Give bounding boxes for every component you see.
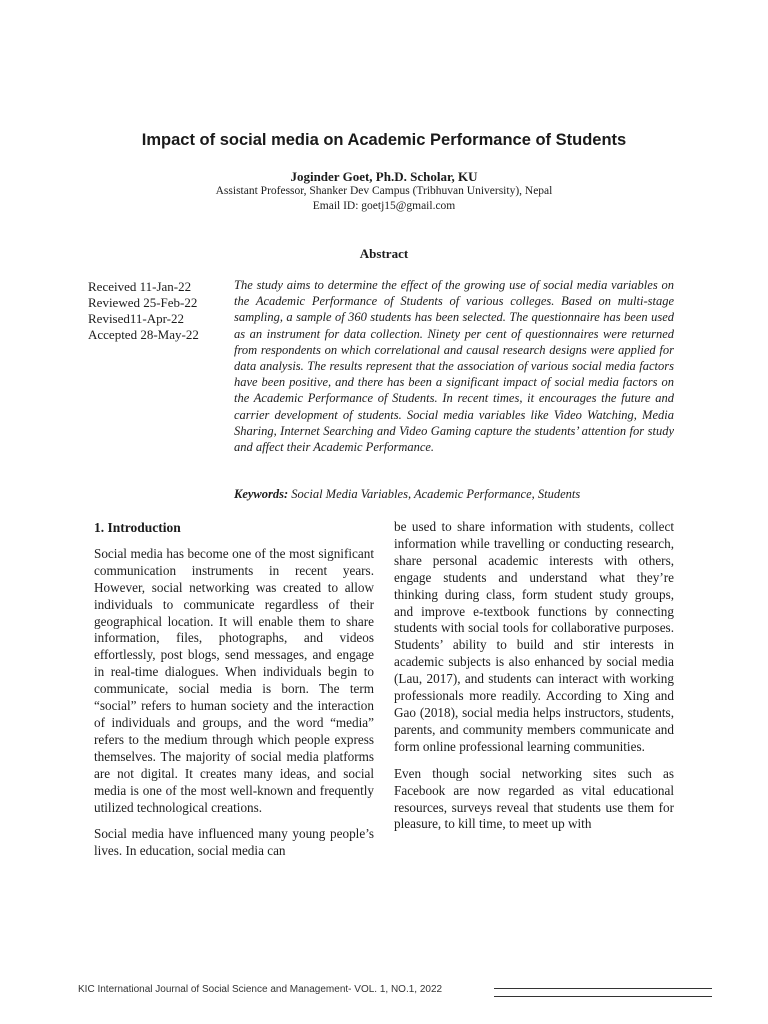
keywords-label: Keywords: (234, 487, 289, 501)
submission-dates (88, 279, 228, 343)
date-received: Received 11-Jan-22 (88, 279, 192, 294)
section-heading: 1. Introduction (94, 520, 181, 535)
date-reviewed: Reviewed 25-Feb-22 (88, 295, 198, 310)
author-affiliation: Assistant Professor, Shanker Dev Campus (Tribhuvan University), Nepal (215, 185, 553, 197)
body-column-left (94, 520, 374, 870)
author-email: Email ID: goetj15@gmail.com (312, 200, 456, 212)
date-revised: Revised11-Apr-22 (88, 311, 185, 326)
keywords-line (234, 487, 674, 502)
author-name: Joginder Goet, Ph.D. Scholar, KU (290, 169, 478, 184)
abstract-text: The study aims to determine the effect of the growing use of social media variables on the Academic Performance of Students of various colleges. Based on multi-stage sampling, a sample of 360 students has been selected. The questionnaire has been used as an instrument for data collection. Ninety per cent of questionnaires were returned from respondents on which correlational and causal research designs were applied for data analysis. The results represent that the association of various social media factors have been positive, and there has been a significant impact of social media factors on the Academic Performance of Students. In recent times, it encourages the future and carrier development of students. Social media variables like Video Watching, Media Sharing, Internet Searching and Video Gaming capture the students’ attention for study and affect their Academic Performance. (234, 278, 674, 455)
paragraph: Social media has become one of the most significant communication instruments in recent years. However, social networking was created to allow individuals to communicate regardless of their geographical location. It will enable them to share information, files, photographs, and videos effortlessly, post blogs, send messages, and engage in real-time dialogues. When individuals begin to communicate, social media is born. The term “social” refers to human society and the interaction of individuals and groups, and the word “media” refers to the medium through which people express themselves. The majority of social media platforms are not digital. It creates many ideas, and social media is one of the most well-known and frequently utilized technological creations. (94, 545, 374, 815)
date-accepted: Accepted 28-May-22 (88, 327, 199, 342)
abstract-heading: Abstract (359, 246, 409, 261)
paragraph: Social media have influenced many young people’s lives. In education, social media can (94, 826, 374, 859)
footer-double-rule (494, 988, 712, 997)
body-column-right (394, 519, 674, 843)
journal-footer: KIC International Journal of Social Science and Management- VOL. 1, NO.1, 2022 (78, 984, 443, 995)
paper-title: Impact of social media on Academic Performance of Students (141, 131, 627, 149)
paragraph: Even though social networking sites such as Facebook are now regarded as vital educational resources, surveys reveal that students use them for pleasure, to kill time, to meet up with (394, 765, 674, 832)
paragraph: be used to share information with students, collect information while travelling or conducting research, share personal academic interests with others, engage students and understand what they’re thinking during class, form student study groups, and improve e-textbook functions by connecting students with social tools for collaborative purposes. Students’ ability to build and stir interests in academic subjects is also enhanced by social media (Lau, 2017), and students can interact with working professionals more readily. According to Xing and Gao (2018), social media helps instructors, students, parents, and community members communicate and form online professional learning communities. (394, 519, 674, 754)
keywords-list: Social Media Variables, Academic Performance, Students (291, 487, 581, 501)
